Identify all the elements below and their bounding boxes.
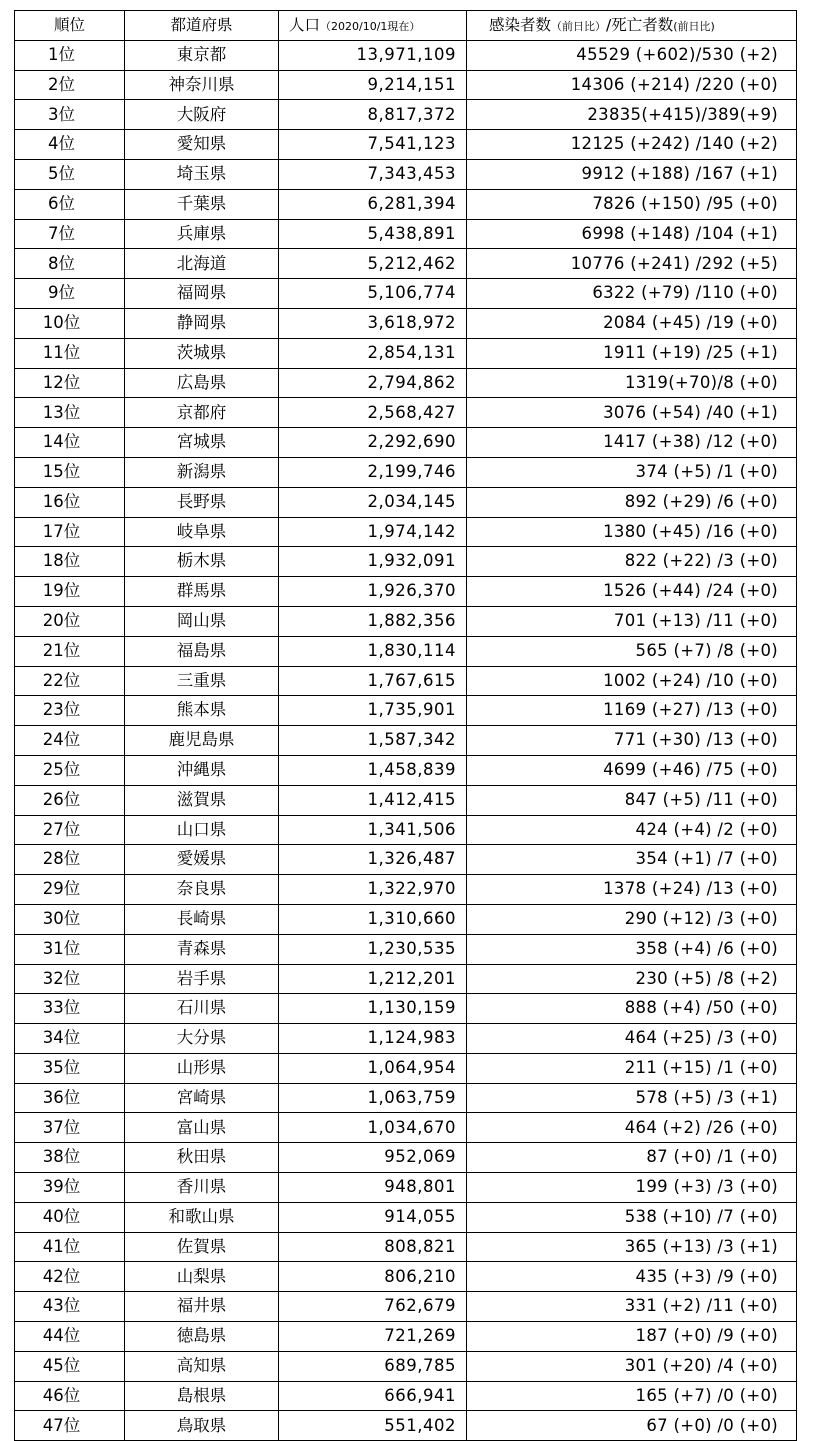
cases-cell: 165 (+7) /0 (+0): [467, 1381, 797, 1411]
table-row: [15, 1083, 797, 1113]
table-row: [15, 1232, 797, 1262]
rank-cell: 17位: [15, 517, 125, 547]
prefecture-cell: 福岡県: [125, 279, 279, 309]
prefecture-cell: 北海道: [125, 249, 279, 279]
table-row: [15, 1024, 797, 1054]
table-row: [15, 1053, 797, 1083]
prefecture-cell: 広島県: [125, 368, 279, 398]
table-row: [15, 875, 797, 905]
rank-cell: 10位: [15, 308, 125, 338]
cases-cell: 701 (+13) /11 (+0): [467, 606, 797, 636]
cases-cell: 290 (+12) /3 (+0): [467, 904, 797, 934]
cases-cell: 771 (+30) /13 (+0): [467, 726, 797, 756]
cases-cell: 10776 (+241) /292 (+5): [467, 249, 797, 279]
population-cell: 1,310,660: [279, 904, 467, 934]
population-cell: 1,974,142: [279, 517, 467, 547]
cases-header: [467, 11, 797, 41]
cases-cell: 358 (+4) /6 (+0): [467, 934, 797, 964]
population-cell: 1,341,506: [279, 815, 467, 845]
prefecture-cell: 滋賀県: [125, 785, 279, 815]
cases-cell: 565 (+7) /8 (+0): [467, 636, 797, 666]
cases-cell: 301 (+20) /4 (+0): [467, 1351, 797, 1381]
prefecture-cell: 愛知県: [125, 130, 279, 160]
header-separator: /: [606, 15, 612, 34]
table-row: [15, 457, 797, 487]
population-cell: 952,069: [279, 1143, 467, 1173]
prefecture-cell: 山口県: [125, 815, 279, 845]
deaths-header-label: 死亡者数: [611, 15, 674, 34]
prefecture-cell: 山梨県: [125, 1262, 279, 1292]
rank-cell: 25位: [15, 755, 125, 785]
prefecture-cell: 神奈川県: [125, 70, 279, 100]
population-cell: 1,587,342: [279, 726, 467, 756]
table-row: [15, 1262, 797, 1292]
cases-cell: 87 (+0) /1 (+0): [467, 1143, 797, 1173]
table-row: [15, 904, 797, 934]
rank-cell: 44位: [15, 1322, 125, 1352]
prefecture-cell: 福井県: [125, 1292, 279, 1322]
prefecture-cell: 大阪府: [125, 100, 279, 130]
prefecture-cell: 新潟県: [125, 457, 279, 487]
table-row: [15, 487, 797, 517]
table-row: [15, 934, 797, 964]
table-row: [15, 70, 797, 100]
prefecture-cell: 兵庫県: [125, 219, 279, 249]
prefecture-cell: 宮城県: [125, 428, 279, 458]
rank-cell: 13位: [15, 398, 125, 428]
table-row: [15, 755, 797, 785]
population-cell: 9,214,151: [279, 70, 467, 100]
population-cell: 1,326,487: [279, 845, 467, 875]
prefecture-cell: 宮崎県: [125, 1083, 279, 1113]
prefecture-cell: 鹿児島県: [125, 726, 279, 756]
infected-header-note: （前日比）: [551, 19, 607, 33]
cases-cell: 354 (+1) /7 (+0): [467, 845, 797, 875]
rank-cell: 41位: [15, 1232, 125, 1262]
rank-cell: 32位: [15, 964, 125, 994]
population-cell: 948,801: [279, 1173, 467, 1203]
table-row: [15, 40, 797, 70]
prefecture-cell: 熊本県: [125, 696, 279, 726]
table-row: [15, 964, 797, 994]
table-row: [15, 1202, 797, 1232]
rank-cell: 22位: [15, 666, 125, 696]
deaths-header-note: (前日比): [673, 19, 715, 33]
rank-cell: 1位: [15, 40, 125, 70]
table-row: [15, 368, 797, 398]
rank-cell: 26位: [15, 785, 125, 815]
population-cell: 666,941: [279, 1381, 467, 1411]
prefecture-cell: 佐賀県: [125, 1232, 279, 1262]
population-cell: 7,541,123: [279, 130, 467, 160]
rank-cell: 14位: [15, 428, 125, 458]
cases-cell: 331 (+2) /11 (+0): [467, 1292, 797, 1322]
rank-cell: 39位: [15, 1173, 125, 1203]
cases-cell: 67 (+0) /0 (+0): [467, 1411, 797, 1441]
table-row: [15, 577, 797, 607]
rank-cell: 16位: [15, 487, 125, 517]
population-cell: 1,063,759: [279, 1083, 467, 1113]
cases-cell: 424 (+4) /2 (+0): [467, 815, 797, 845]
table-row: [15, 249, 797, 279]
rank-cell: 28位: [15, 845, 125, 875]
population-cell: 2,854,131: [279, 338, 467, 368]
population-cell: 551,402: [279, 1411, 467, 1441]
population-cell: 5,438,891: [279, 219, 467, 249]
rank-cell: 8位: [15, 249, 125, 279]
cases-cell: 14306 (+214) /220 (+0): [467, 70, 797, 100]
table-row: [15, 547, 797, 577]
prefecture-cell: 群馬県: [125, 577, 279, 607]
table-row: [15, 606, 797, 636]
rank-cell: 23位: [15, 696, 125, 726]
cases-cell: 892 (+29) /6 (+0): [467, 487, 797, 517]
table-row: [15, 219, 797, 249]
cases-cell: 6998 (+148) /104 (+1): [467, 219, 797, 249]
rank-cell: 30位: [15, 904, 125, 934]
table-row: [15, 1143, 797, 1173]
rank-cell: 11位: [15, 338, 125, 368]
cases-cell: 464 (+25) /3 (+0): [467, 1024, 797, 1054]
cases-cell: 6322 (+79) /110 (+0): [467, 279, 797, 309]
population-cell: 2,292,690: [279, 428, 467, 458]
cases-cell: 888 (+4) /50 (+0): [467, 994, 797, 1024]
prefecture-cell: 大分県: [125, 1024, 279, 1054]
cases-cell: 1319(+70)/8 (+0): [467, 368, 797, 398]
cases-cell: 9912 (+188) /167 (+1): [467, 159, 797, 189]
population-header: [279, 11, 467, 41]
rank-cell: 21位: [15, 636, 125, 666]
cases-cell: 822 (+22) /3 (+0): [467, 547, 797, 577]
population-cell: 1,735,901: [279, 696, 467, 726]
rank-cell: 18位: [15, 547, 125, 577]
population-cell: 1,830,114: [279, 636, 467, 666]
cases-cell: 187 (+0) /9 (+0): [467, 1322, 797, 1352]
table-row: [15, 279, 797, 309]
rank-cell: 12位: [15, 368, 125, 398]
rank-cell: 33位: [15, 994, 125, 1024]
table-row: [15, 308, 797, 338]
table-row: [15, 636, 797, 666]
prefecture-cell: 茨城県: [125, 338, 279, 368]
table-row: [15, 785, 797, 815]
prefecture-cell: 愛媛県: [125, 845, 279, 875]
rank-cell: 35位: [15, 1053, 125, 1083]
table-row: [15, 726, 797, 756]
rank-cell: 34位: [15, 1024, 125, 1054]
cases-cell: 199 (+3) /3 (+0): [467, 1173, 797, 1203]
prefecture-cell: 長崎県: [125, 904, 279, 934]
cases-cell: 23835(+415)/389(+9): [467, 100, 797, 130]
rank-cell: 5位: [15, 159, 125, 189]
table-row: [15, 517, 797, 547]
table-row: [15, 100, 797, 130]
cases-cell: 1378 (+24) /13 (+0): [467, 875, 797, 905]
cases-cell: 12125 (+242) /140 (+2): [467, 130, 797, 160]
cases-cell: 1911 (+19) /25 (+1): [467, 338, 797, 368]
population-cell: 1,034,670: [279, 1113, 467, 1143]
cases-cell: 1380 (+45) /16 (+0): [467, 517, 797, 547]
rank-cell: 7位: [15, 219, 125, 249]
table-row: [15, 1381, 797, 1411]
prefecture-cell: 和歌山県: [125, 1202, 279, 1232]
prefecture-cell: 秋田県: [125, 1143, 279, 1173]
prefecture-cell: 山形県: [125, 1053, 279, 1083]
table-row: [15, 428, 797, 458]
table-row: [15, 1292, 797, 1322]
rank-cell: 9位: [15, 279, 125, 309]
population-cell: 808,821: [279, 1232, 467, 1262]
prefecture-cell: 千葉県: [125, 189, 279, 219]
table-row: [15, 815, 797, 845]
table-row: [15, 1351, 797, 1381]
rank-cell: 43位: [15, 1292, 125, 1322]
prefecture-cell: 奈良県: [125, 875, 279, 905]
prefecture-covid-table: [14, 10, 797, 1441]
cases-cell: 7826 (+150) /95 (+0): [467, 189, 797, 219]
prefecture-cell: 京都府: [125, 398, 279, 428]
rank-cell: 42位: [15, 1262, 125, 1292]
cases-cell: 45529 (+602)/530 (+2): [467, 40, 797, 70]
cases-cell: 435 (+3) /9 (+0): [467, 1262, 797, 1292]
cases-cell: 578 (+5) /3 (+1): [467, 1083, 797, 1113]
rank-cell: 19位: [15, 577, 125, 607]
population-cell: 762,679: [279, 1292, 467, 1322]
rank-cell: 6位: [15, 189, 125, 219]
rank-cell: 45位: [15, 1351, 125, 1381]
prefecture-cell: 岩手県: [125, 964, 279, 994]
table-row: [15, 666, 797, 696]
table-row: [15, 845, 797, 875]
population-cell: 689,785: [279, 1351, 467, 1381]
population-cell: 5,212,462: [279, 249, 467, 279]
prefecture-cell: 富山県: [125, 1113, 279, 1143]
population-cell: 1,412,415: [279, 785, 467, 815]
table-row: [15, 189, 797, 219]
cases-cell: 1526 (+44) /24 (+0): [467, 577, 797, 607]
cases-cell: 464 (+2) /26 (+0): [467, 1113, 797, 1143]
rank-cell: 37位: [15, 1113, 125, 1143]
cases-cell: 538 (+10) /7 (+0): [467, 1202, 797, 1232]
infected-header-label: 感染者数: [489, 15, 552, 34]
rank-cell: 38位: [15, 1143, 125, 1173]
population-header-note: （2020/10/1現在）: [320, 19, 421, 33]
rank-cell: 46位: [15, 1381, 125, 1411]
rank-cell: 31位: [15, 934, 125, 964]
rank-cell: 24位: [15, 726, 125, 756]
cases-cell: 1002 (+24) /10 (+0): [467, 666, 797, 696]
population-cell: 2,034,145: [279, 487, 467, 517]
cases-cell: 374 (+5) /1 (+0): [467, 457, 797, 487]
population-cell: 1,124,983: [279, 1024, 467, 1054]
population-cell: 2,794,862: [279, 368, 467, 398]
prefecture-header: 都道府県: [125, 11, 279, 41]
prefecture-cell: 島根県: [125, 1381, 279, 1411]
population-cell: 1,064,954: [279, 1053, 467, 1083]
prefecture-cell: 長野県: [125, 487, 279, 517]
prefecture-cell: 東京都: [125, 40, 279, 70]
table-row: [15, 1173, 797, 1203]
population-cell: 1,767,615: [279, 666, 467, 696]
prefecture-table-container: [14, 10, 797, 1441]
population-cell: 7,343,453: [279, 159, 467, 189]
rank-cell: 27位: [15, 815, 125, 845]
prefecture-cell: 徳島県: [125, 1322, 279, 1352]
prefecture-cell: 栃木県: [125, 547, 279, 577]
rank-cell: 20位: [15, 606, 125, 636]
prefecture-cell: 香川県: [125, 1173, 279, 1203]
population-cell: 1,130,159: [279, 994, 467, 1024]
table-row: [15, 1322, 797, 1352]
rank-cell: 36位: [15, 1083, 125, 1113]
prefecture-cell: 青森県: [125, 934, 279, 964]
population-cell: 1,212,201: [279, 964, 467, 994]
population-cell: 2,199,746: [279, 457, 467, 487]
prefecture-cell: 岐阜県: [125, 517, 279, 547]
rank-cell: 4位: [15, 130, 125, 160]
prefecture-cell: 三重県: [125, 666, 279, 696]
rank-cell: 40位: [15, 1202, 125, 1232]
population-cell: 13,971,109: [279, 40, 467, 70]
cases-cell: 2084 (+45) /19 (+0): [467, 308, 797, 338]
population-cell: 3,618,972: [279, 308, 467, 338]
rank-cell: 47位: [15, 1411, 125, 1441]
population-header-label: 人口: [289, 15, 321, 34]
population-cell: 1,926,370: [279, 577, 467, 607]
rank-cell: 3位: [15, 100, 125, 130]
table-row: [15, 1411, 797, 1441]
cases-cell: 1417 (+38) /12 (+0): [467, 428, 797, 458]
prefecture-cell: 福島県: [125, 636, 279, 666]
table-row: [15, 696, 797, 726]
prefecture-cell: 静岡県: [125, 308, 279, 338]
table-row: [15, 1113, 797, 1143]
cases-cell: 847 (+5) /11 (+0): [467, 785, 797, 815]
table-row: [15, 994, 797, 1024]
prefecture-cell: 高知県: [125, 1351, 279, 1381]
table-row: [15, 130, 797, 160]
prefecture-cell: 岡山県: [125, 606, 279, 636]
rank-header: 順位: [15, 11, 125, 41]
cases-cell: 211 (+15) /1 (+0): [467, 1053, 797, 1083]
rank-cell: 15位: [15, 457, 125, 487]
table-body: [15, 40, 797, 1440]
population-cell: 914,055: [279, 1202, 467, 1232]
table-row: [15, 159, 797, 189]
population-cell: 1,322,970: [279, 875, 467, 905]
header-row: [15, 11, 797, 41]
population-cell: 1,458,839: [279, 755, 467, 785]
prefecture-cell: 石川県: [125, 994, 279, 1024]
population-cell: 1,882,356: [279, 606, 467, 636]
cases-cell: 1169 (+27) /13 (+0): [467, 696, 797, 726]
population-cell: 6,281,394: [279, 189, 467, 219]
population-cell: 5,106,774: [279, 279, 467, 309]
prefecture-cell: 沖縄県: [125, 755, 279, 785]
population-cell: 1,230,535: [279, 934, 467, 964]
population-cell: 721,269: [279, 1322, 467, 1352]
population-cell: 1,932,091: [279, 547, 467, 577]
prefecture-cell: 鳥取県: [125, 1411, 279, 1441]
population-cell: 806,210: [279, 1262, 467, 1292]
table-row: [15, 398, 797, 428]
population-cell: 2,568,427: [279, 398, 467, 428]
cases-cell: 4699 (+46) /75 (+0): [467, 755, 797, 785]
population-cell: 8,817,372: [279, 100, 467, 130]
rank-cell: 2位: [15, 70, 125, 100]
table-row: [15, 338, 797, 368]
prefecture-cell: 埼玉県: [125, 159, 279, 189]
cases-cell: 3076 (+54) /40 (+1): [467, 398, 797, 428]
cases-cell: 230 (+5) /8 (+2): [467, 964, 797, 994]
rank-cell: 29位: [15, 875, 125, 905]
cases-cell: 365 (+13) /3 (+1): [467, 1232, 797, 1262]
